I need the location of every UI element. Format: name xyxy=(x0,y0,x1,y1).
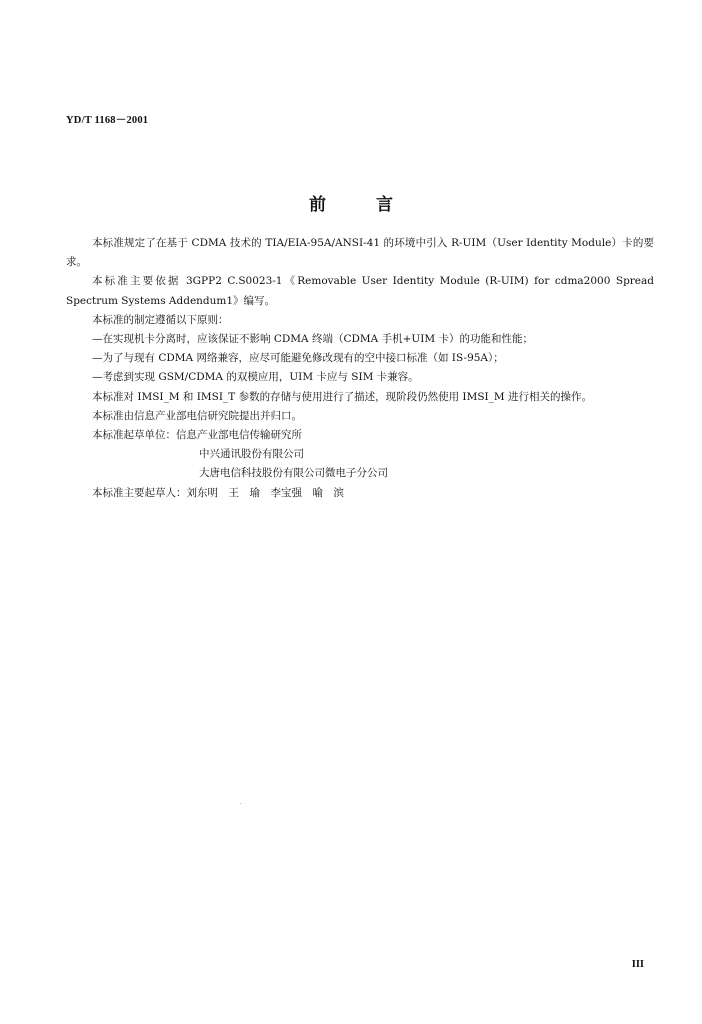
page-title: 前言 xyxy=(309,195,443,215)
principle-item-2: —为了与现有 CDMA 网络兼容，应尽可能避免修改现有的空中接口标准（如 IS-95A）； xyxy=(92,352,504,365)
drafters-names: 刘东明 王 瑜 李宝强 喻 滨 xyxy=(186,486,344,499)
page-number: III xyxy=(631,959,644,970)
scan-speck xyxy=(240,803,241,804)
drafting-units-row xyxy=(66,426,654,445)
drafters-label: 本标准主要起草人： xyxy=(92,486,187,499)
paragraph-scope: 本标准规定了在基于 CDMA 技术的 TIA/EIA-95A/ANSI-41 的环境中引入 R-UIM（User Identity Module）卡的要求。 xyxy=(66,237,654,269)
principle-item-3: —考虑到实现 GSM/CDMA 的双模应用，UIM 卡应与 SIM 卡兼容。 xyxy=(92,371,419,384)
paragraph-principles-intro: 本标准的制定遵循以下原则： xyxy=(92,313,229,326)
standard-code-header: YD/T 1168－2001 xyxy=(66,115,149,126)
drafting-units-label: 本标准起草单位： xyxy=(92,429,176,442)
principle-item-1: —在实现机卡分离时，应该保证不影响 CDMA 终端（CDMA 手机+UIM 卡）的功能和性能； xyxy=(92,333,533,346)
drafters-row xyxy=(66,484,654,503)
paragraph-imsi: 本标准对 IMSI_M 和 IMSI_T 参数的存储与使用进行了描述，现阶段仍然使用 IMSI_M 进行相关的操作。 xyxy=(92,390,592,403)
drafting-unit-3: 大唐电信科技股份有限公司微电子分公司 xyxy=(199,467,388,480)
paragraph-basis: 本标准主要依据 3GPP2 C.S0023-1《Removable User Identity Module (R-UIM) for cdma2000 Spread Spectrum Systems Addendum1》编写。 xyxy=(66,275,654,307)
drafting-unit-1: 信息产业部电信传输研究所 xyxy=(176,429,302,442)
paragraph-proposer: 本标准由信息产业部电信研究院提出并归口。 xyxy=(92,409,302,422)
drafting-unit-2: 中兴通讯股份有限公司 xyxy=(199,448,304,461)
foreword-body xyxy=(66,234,654,503)
